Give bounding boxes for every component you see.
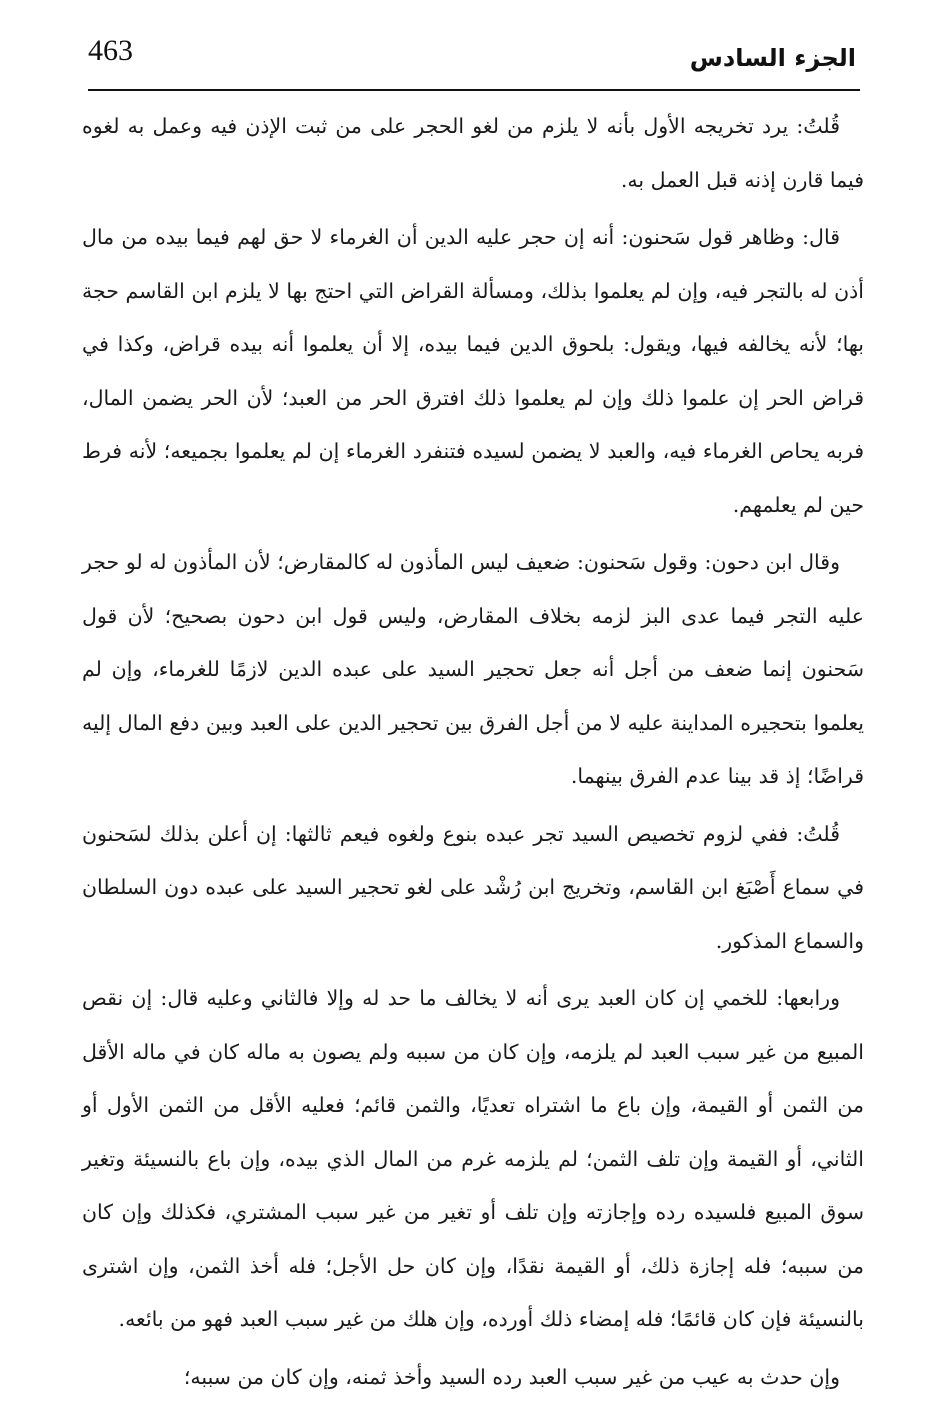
paragraph: ورابعها: للخمي إن كان العبد يرى أنه لا يخالف ما حد له وإلا فالثاني وعليه قال: إن نقص المبيع من غير سبب العبد لم يلزمه، وإن كان من سببه ولم يصون به ماله كان في ماله الأقل من الثمن أو القيمة، وإن باع ما اشتراه تعديًا، والثمن قائم؛ فعليه الأقل من الثمن الأول أو الثاني، أو القيمة وإن تلف الثمن؛ لم يلزمه غرم من المال الذي بيده، وإن باع بالنسيئة وتغير سوق المبيع فلسيده رده وإجازته وإن تلف أو تغير من غير سبب المشتري، فكذلك وإن كان من سببه؛ فله إجازة ذلك، أو القيمة نقدًا، وإن كان حل الأجل؛ فله أخذ الثمن، وإن اشترى بالنسيئة فإن كان قائمًا؛ فله إمضاء ذلك أورده، وإن هلك من غير سبب العبد فهو من بائعه. — [82, 986, 864, 1331]
running-title: الجزء السادس — [689, 44, 856, 72]
header-divider — [88, 89, 860, 91]
paragraph: قال: وظاهر قول سَحنون: أنه إن حجر عليه الدين أن الغرماء لا حق لهم فيما بيده من مال أذن له بالتجر فيه، وإن لم يعلموا بذلك، ومسألة القراض التي احتج بها لا يلزم ابن القاسم حجة بها؛ لأنه يخالفه فيها، ويقول: بلحوق الدين فيما بيده، إلا أن يعلموا أنه بيده قراض، وكذا في قراض الحر إن علموا ذلك وإن لم يعلموا ذلك افترق الحر من العبد؛ لأن الحر يضمن المال، فربه يحاص الغرماء فيه، والعبد لا يضمن لسيده فتنفرد الغرماء إن لم يعلموا بجميعه؛ لأنه فرط حين لم يعلمهم. — [82, 225, 864, 517]
paragraph: وقال ابن دحون: وقول سَحنون: ضعيف ليس المأذون له كالمقارض؛ لأن المأذون له لو حجر عليه التجر فيما عدى البز لزمه بخلاف المقارض، وليس قول ابن دحون بصحيح؛ لأن قول سَحنون إنما ضعف من أجل أنه جعل تحجير السيد على عبده الدين لازمًا للغرماء، وإن لم يعلموا بتحجيره المداينة عليه لا من أجل الفرق بين تحجير الدين على العبد وبين دفع المال إليه قراضًا؛ إذ قد بينا عدم الفرق بينهما. — [82, 550, 864, 788]
page-number: 463 — [88, 34, 133, 67]
paragraph: وإن حدث به عيب من غير سبب العبد رده السيد وأخذ ثمنه، وإن كان من سببه؛ — [183, 1364, 840, 1389]
paragraph: قُلتُ: يرد تخريجه الأول بأنه لا يلزم من لغو الحجر على من ثبت الإذن فيه وعمل به لغوه فيما قارن إذنه قبل العمل به. — [82, 114, 864, 192]
paragraph: قُلتُ: ففي لزوم تخصيص السيد تجر عبده بنوع ولغوه فيعم ثالثها: إن أعلن بذلك لسَحنون في سماع أَصْبَغ ابن القاسم، وتخريج ابن رُشْد على لغو تحجير السيد على عبده دون السلطان والسماع المذكور. — [82, 821, 864, 953]
body-text — [82, 100, 864, 1408]
page-header — [88, 30, 856, 90]
